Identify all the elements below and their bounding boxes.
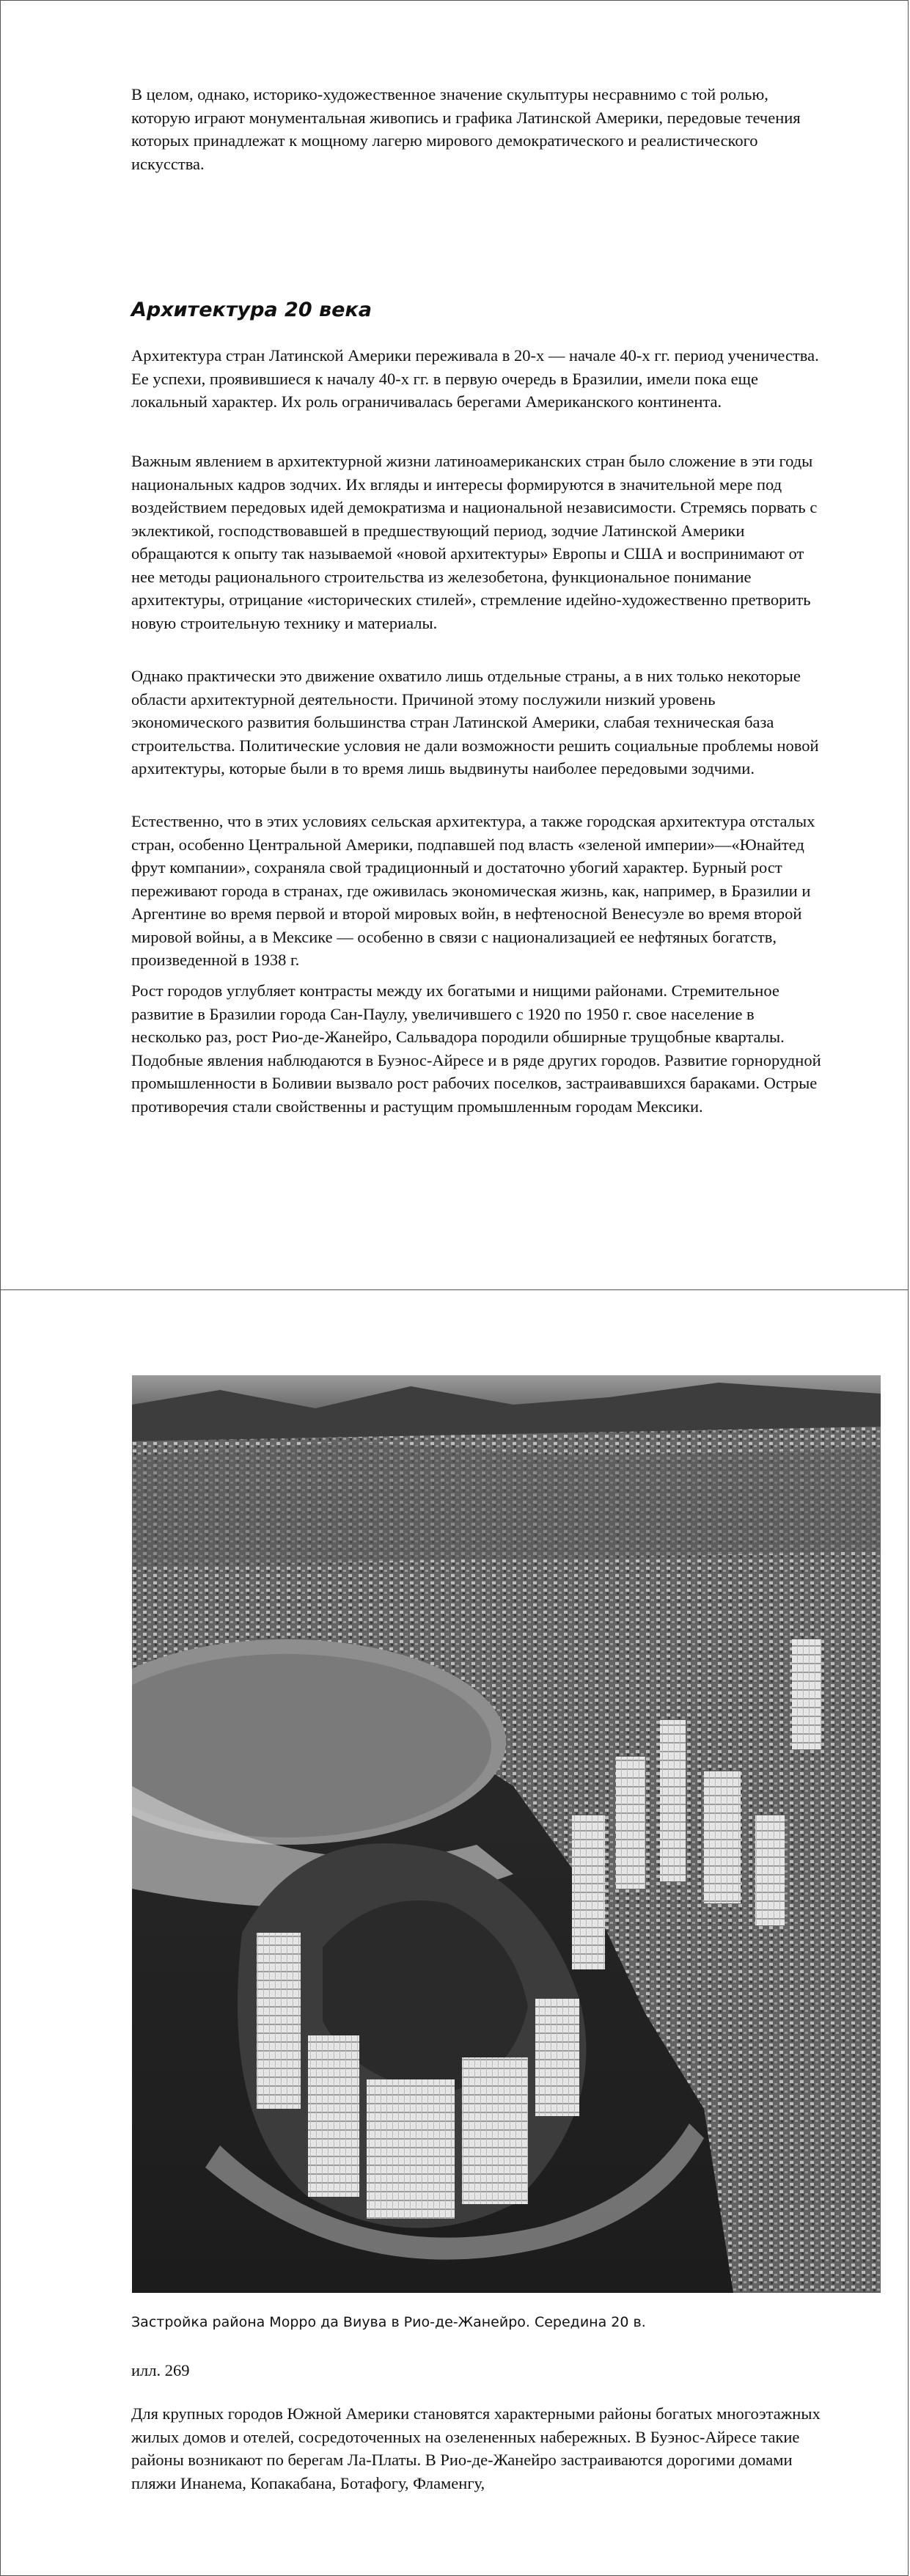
figure-caption: Застройка района Морро да Виува в Рио-де-Жанейро. Середина 20 в. — [131, 2314, 646, 2330]
paragraph-2: Важным явлением в архитектурной жизни латиноамериканских стран было сложение в эти годы национальных кадров зодчих. Их вгляды и интересы формируются в значительной мере под воздействием передовых идей демократизма и национальной независимости. Стремясь порвать с эклектикой, господствовавшей в предшествующий период, зодчие Латинской Америки обращаются к опыту так называемой «новой архитектуры» Европы и США и воспринимают от нее методы рационального строительства из железобетона, функциональное понимание архитектуры, отрицание «исторических стилей», стремление идейно-художественно претворить новую строительную технику и материалы. — [131, 452, 818, 632]
aerial-photo-morro-da-viuva — [132, 1375, 881, 2293]
document-page-2 — [0, 1289, 909, 2576]
paragraph-6: Для крупных городов Южной Америки становятся характерными районы богатых многоэтажных жилых домов и отелей, сосредоточенных на озелененных набережных. В Буэнос-Айресе такие районы возникают по берегам Ла-Платы. В Рио-де-Жанейро застраиваются дорогими домами пляжи Инанема, Копакабана, Ботафогу, Фламенгу, — [131, 2404, 821, 2492]
section-title: Архитектура 20 века — [131, 299, 372, 321]
paragraph-4: Естественно, что в этих условиях сельская архитектура, а также городская архитектура отсталых стран, особенно Центральной Америки, подпавшей под власть «зеленой империи»—«Юнайтед фрут компании», сохраняла свой традиционный и достаточно убогий характер. Бурный рост переживают города в странах, где оживилась экономическая жизнь, как, например, в Бразилии и Аргентине во время первой и второй мировых войн, в нефтеносной Венесуэле во время второй мировой войны, а в Мексике — особенно в связи с национализацией ее нефтяных богатств, произведенной в 1938 г. — [131, 812, 815, 969]
intro-paragraph: В целом, однако, историко-художественное значение скульптуры несравнимо с той ролью, которую играют монументальная живопись и графика Латинской Америки, передовые течения которых принадлежат к мощному лагерю мирового демократического и реалистического искусства. — [131, 85, 801, 173]
paragraph-3: Однако практически это движение охватило лишь отдельные страны, а в них только некоторые области архитектурной деятельности. Причиной этому послужили низкий уровень экономического развития большинства стран Латинской Америки, слабая техническая база строительства. Политические условия не дали возможности решить социальные проблемы новой архитектуры, которые были в то время лишь выдвинуты наиболее передовыми зодчими. — [131, 667, 819, 777]
illustration-number: илл. 269 — [131, 2361, 190, 2379]
paragraph-1: Архитектура стран Латинской Америки переживала в 20-х — начале 40-х гг. период ученичества. Ее успехи, проявившиеся к началу 40-х гг. в первую очередь в Бразилии, имели пока еще локальный характер. Их роль ограничивалась берегами Американского континента. — [131, 346, 819, 411]
paragraph-5: Рост городов углубляет контрасты между их богатыми и нищими районами. Стремительное развитие в Бразилии города Сан-Паулу, увеличившего с 1920 по 1950 г. свое население в несколько раз, рост Рио-де-Жанейро, Сальвадора породили обширные трущобные кварталы. Подобные явления наблюдаются в Буэнос-Айресе и в ряде других городов. Развитие горнорудной промышленности в Боливии вызвало рост рабочих поселков, застраивавшихся бараками. Острые противоречия стали свойственны и растущим промышленным городам Мексики. — [131, 981, 821, 1116]
